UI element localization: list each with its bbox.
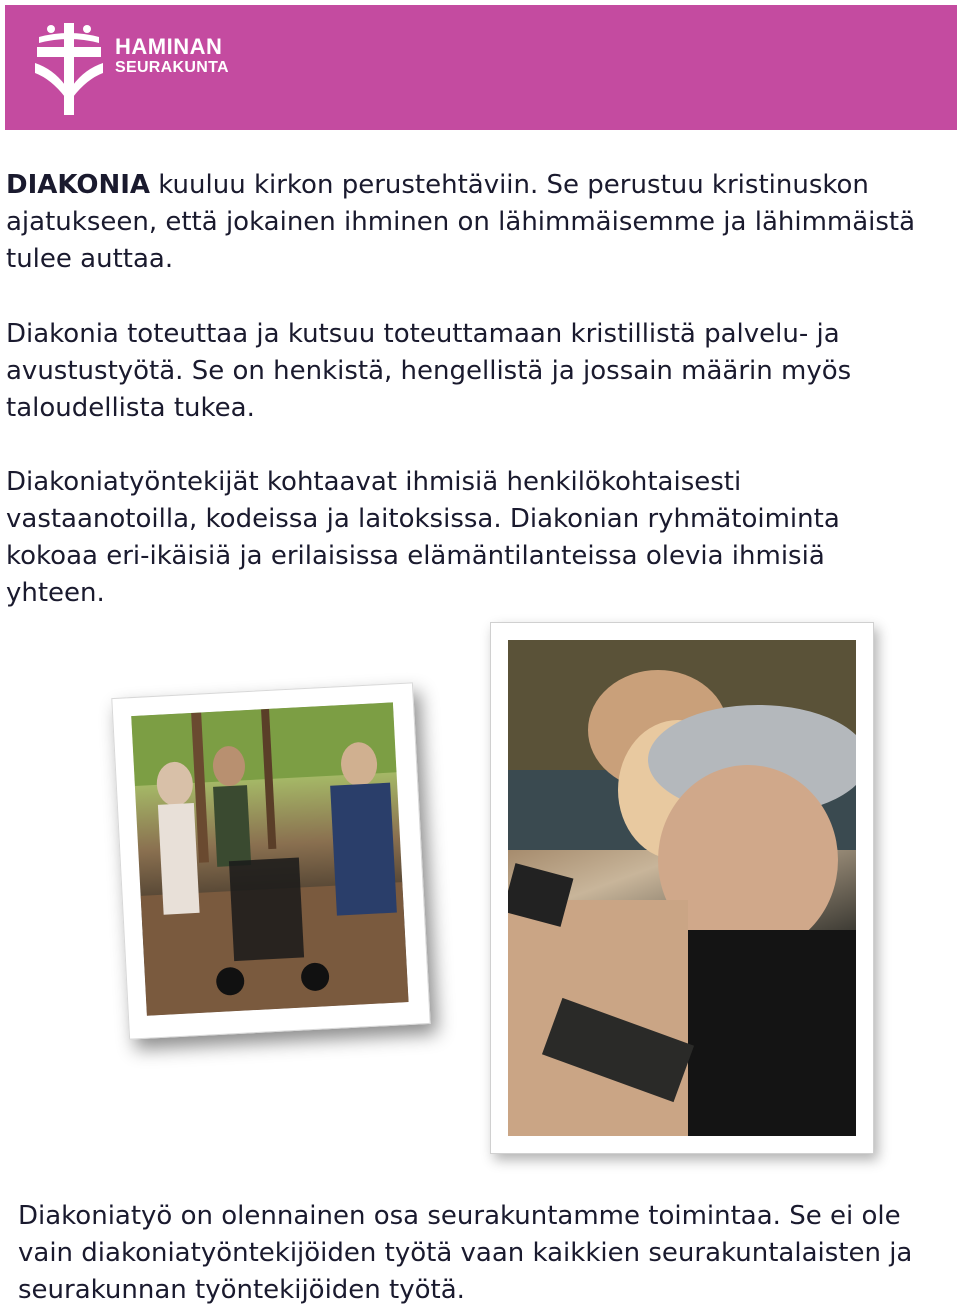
intro-text: kuuluu kirkon perustehtäviin. Se perustuu kristinuskon ajatukseen, että jokainen ihminen on lähimmäisemme ja lähimmäistä tulee auttaa. xyxy=(6,170,916,274)
photo-reading-people-icon xyxy=(508,640,856,1136)
photo-walker-group xyxy=(131,702,408,1015)
paragraph-intro xyxy=(6,167,936,278)
photo-frame-right xyxy=(490,622,874,1154)
paragraph-diakonia-work: Diakonia toteuttaa ja kutsuu toteuttamaan kristillistä palvelu- ja avustustyötä. Se on henkistä, hengellistä ja jossain määrin myös taloudellista tukea. xyxy=(6,319,852,423)
workers-text: Diakoniatyöntekijät kohtaavat ihmisiä henkilökohtaisesti vastaanotoilla, kodeissa ja laitoksissa. Diakonian ryhmätoiminta kokoaa eri-ikäisiä ja erilaisissa elämäntilanteissa olevia ihmisiä xyxy=(6,467,840,571)
diakonia-heading: DIAKONIA xyxy=(6,170,151,200)
logo-wordmark xyxy=(115,35,229,77)
logo-line-haminan: HAMINAN xyxy=(115,34,223,59)
header-banner xyxy=(5,5,957,130)
photo-reading-people xyxy=(508,640,856,1136)
paragraph-workers xyxy=(6,464,936,612)
workers-text-end: yhteen. xyxy=(6,578,105,608)
paragraph-closing: Diakoniatyö on olennainen osa seurakuntamme toimintaa. Se ei ole vain diakoniatyöntekijöiden työtä vaan kaikkien seurakuntalaisten ja seurakunnan työntekijöiden työtä. xyxy=(18,1201,913,1305)
photo-walker-group-icon xyxy=(131,702,408,1015)
photo-frame-left xyxy=(111,682,430,1039)
logo-line-seurakunta: SEURAKUNTA xyxy=(115,59,229,77)
church-cross-logo-icon xyxy=(29,19,109,119)
